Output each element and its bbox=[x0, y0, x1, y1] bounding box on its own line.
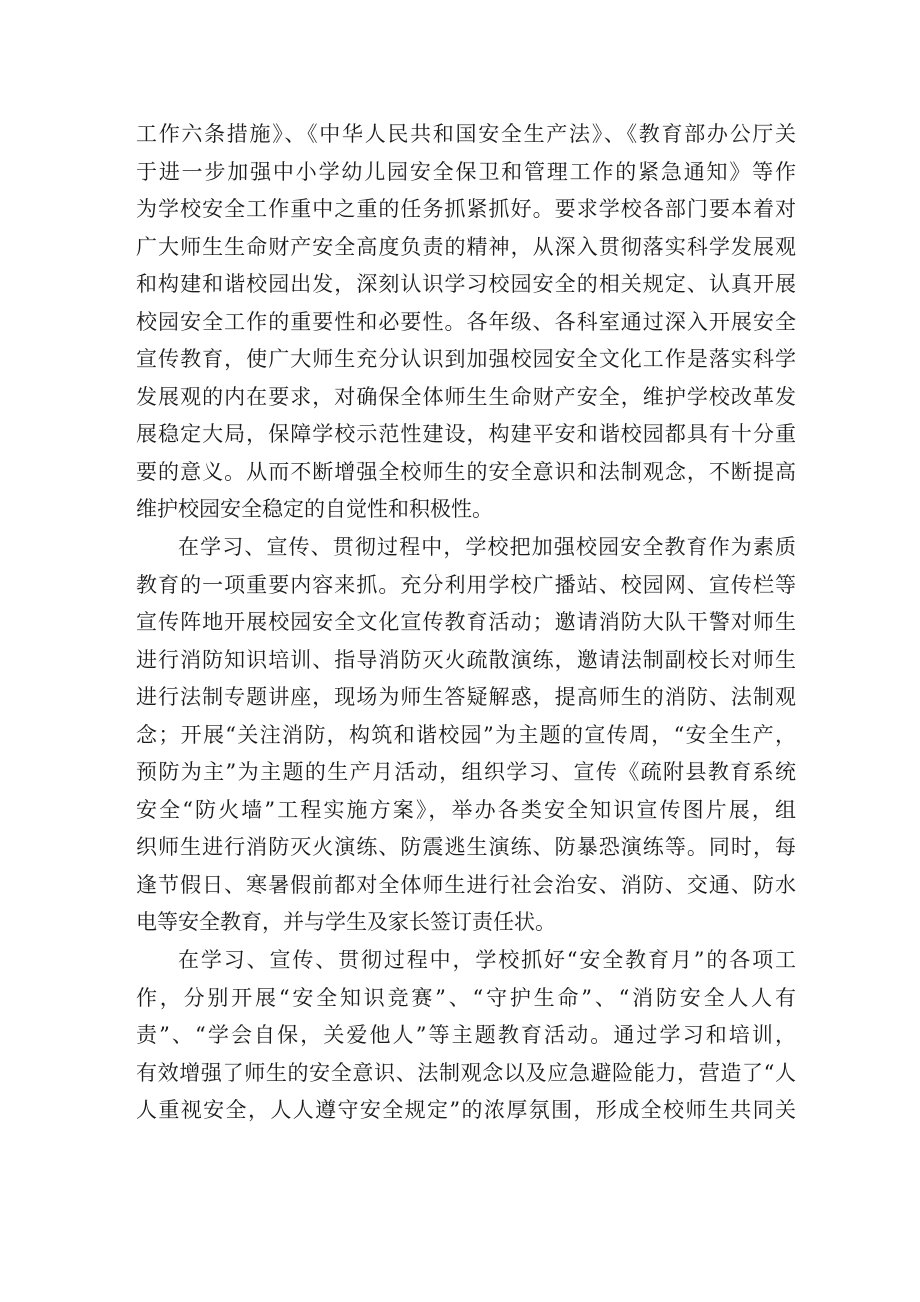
text-line: 在学习、宣传、贯彻过程中，学校抓好“安全教育月”的各项工 bbox=[178, 948, 796, 973]
text-line: 宣传教育，使广大师生充分认识到加强校园安全文化工作是落实科学 bbox=[136, 347, 796, 372]
text-line: 宣传阵地开展校园安全文化宣传教育活动；邀请消防大队干警对师生 bbox=[136, 610, 796, 635]
text-line: 校园安全工作的重要性和必要性。各年级、各科室通过深入开展安全 bbox=[136, 309, 796, 334]
paragraph-3 bbox=[136, 942, 796, 1130]
text-line: 广大师生生命财产安全高度负责的精神，从深入贯彻落实科学发展观 bbox=[136, 234, 796, 259]
text-line: 进行法制专题讲座，现场为师生答疑解惑，提高师生的消防、法制观 bbox=[136, 685, 796, 710]
text-line: 发展观的内在要求，对确保全体师生生命财产安全，维护学校改革发 bbox=[136, 384, 796, 409]
text-line: 为学校安全工作重中之重的任务抓紧抓好。要求学校各部门要本着对 bbox=[136, 197, 796, 222]
paragraph-1 bbox=[136, 116, 796, 529]
text-line: 进行消防知识培训、指导消防灭火疏散演练，邀请法制副校长对师生 bbox=[136, 647, 796, 672]
text-line: 人重视安全，人人遵守安全规定”的浓厚氛围，形成全校师生共同关 bbox=[136, 1098, 796, 1123]
text-line: 于进一步加强中小学幼儿园安全保卫和管理工作的紧急通知》等作 bbox=[136, 159, 796, 184]
text-line: 电等安全教育，并与学生及家长签订责任状。 bbox=[136, 910, 556, 935]
text-line: 念；开展“关注消防，构筑和谐校园”为主题的宣传周，“安全生产， bbox=[136, 722, 796, 747]
text-line: 要的意义。从而不断增强全校师生的安全意识和法制观念，不断提高 bbox=[136, 459, 796, 484]
paragraph-2 bbox=[136, 529, 796, 942]
text-line: 和构建和谐校园出发，深刻认识学习校园安全的相关规定、认真开展 bbox=[136, 272, 796, 297]
text-line: 工作六条措施》、《中华人民共和国安全生产法》、《教育部办公厅关 bbox=[136, 122, 796, 146]
text-line: 在学习、宣传、贯彻过程中，学校把加强校园安全教育作为素质 bbox=[178, 535, 796, 560]
text-line: 教育的一项重要内容来抓。充分利用学校广播站、校园网、宣传栏等 bbox=[136, 572, 796, 597]
text-line: 维护校园安全稳定的自觉性和积极性。 bbox=[136, 497, 493, 522]
text-line: 作，分别开展“安全知识竞赛”、“守护生命”、“消防安全人人有 bbox=[136, 985, 796, 1010]
text-line: 预防为主”为主题的生产月活动，组织学习、宣传《疏附县教育系统 bbox=[136, 760, 796, 785]
text-line: 有效增强了师生的安全意识、法制观念以及应急避险能力，营造了“人 bbox=[136, 1060, 796, 1085]
text-line: 逢节假日、寒暑假前都对全体师生进行社会治安、消防、交通、防水 bbox=[136, 872, 796, 897]
text-line: 展稳定大局，保障学校示范性建设，构建平安和谐校园都具有十分重 bbox=[136, 422, 796, 447]
text-line: 安全“防火墙”工程实施方案》，举办各类安全知识宣传图片展，组 bbox=[136, 797, 796, 822]
text-line: 织师生进行消防灭火演练、防震逃生演练、防暴恐演练等。同时，每 bbox=[136, 835, 796, 860]
document-body bbox=[136, 116, 796, 1130]
text-line: 责”、“学会自保，关爱他人”等主题教育活动。通过学习和培训， bbox=[136, 1023, 796, 1048]
